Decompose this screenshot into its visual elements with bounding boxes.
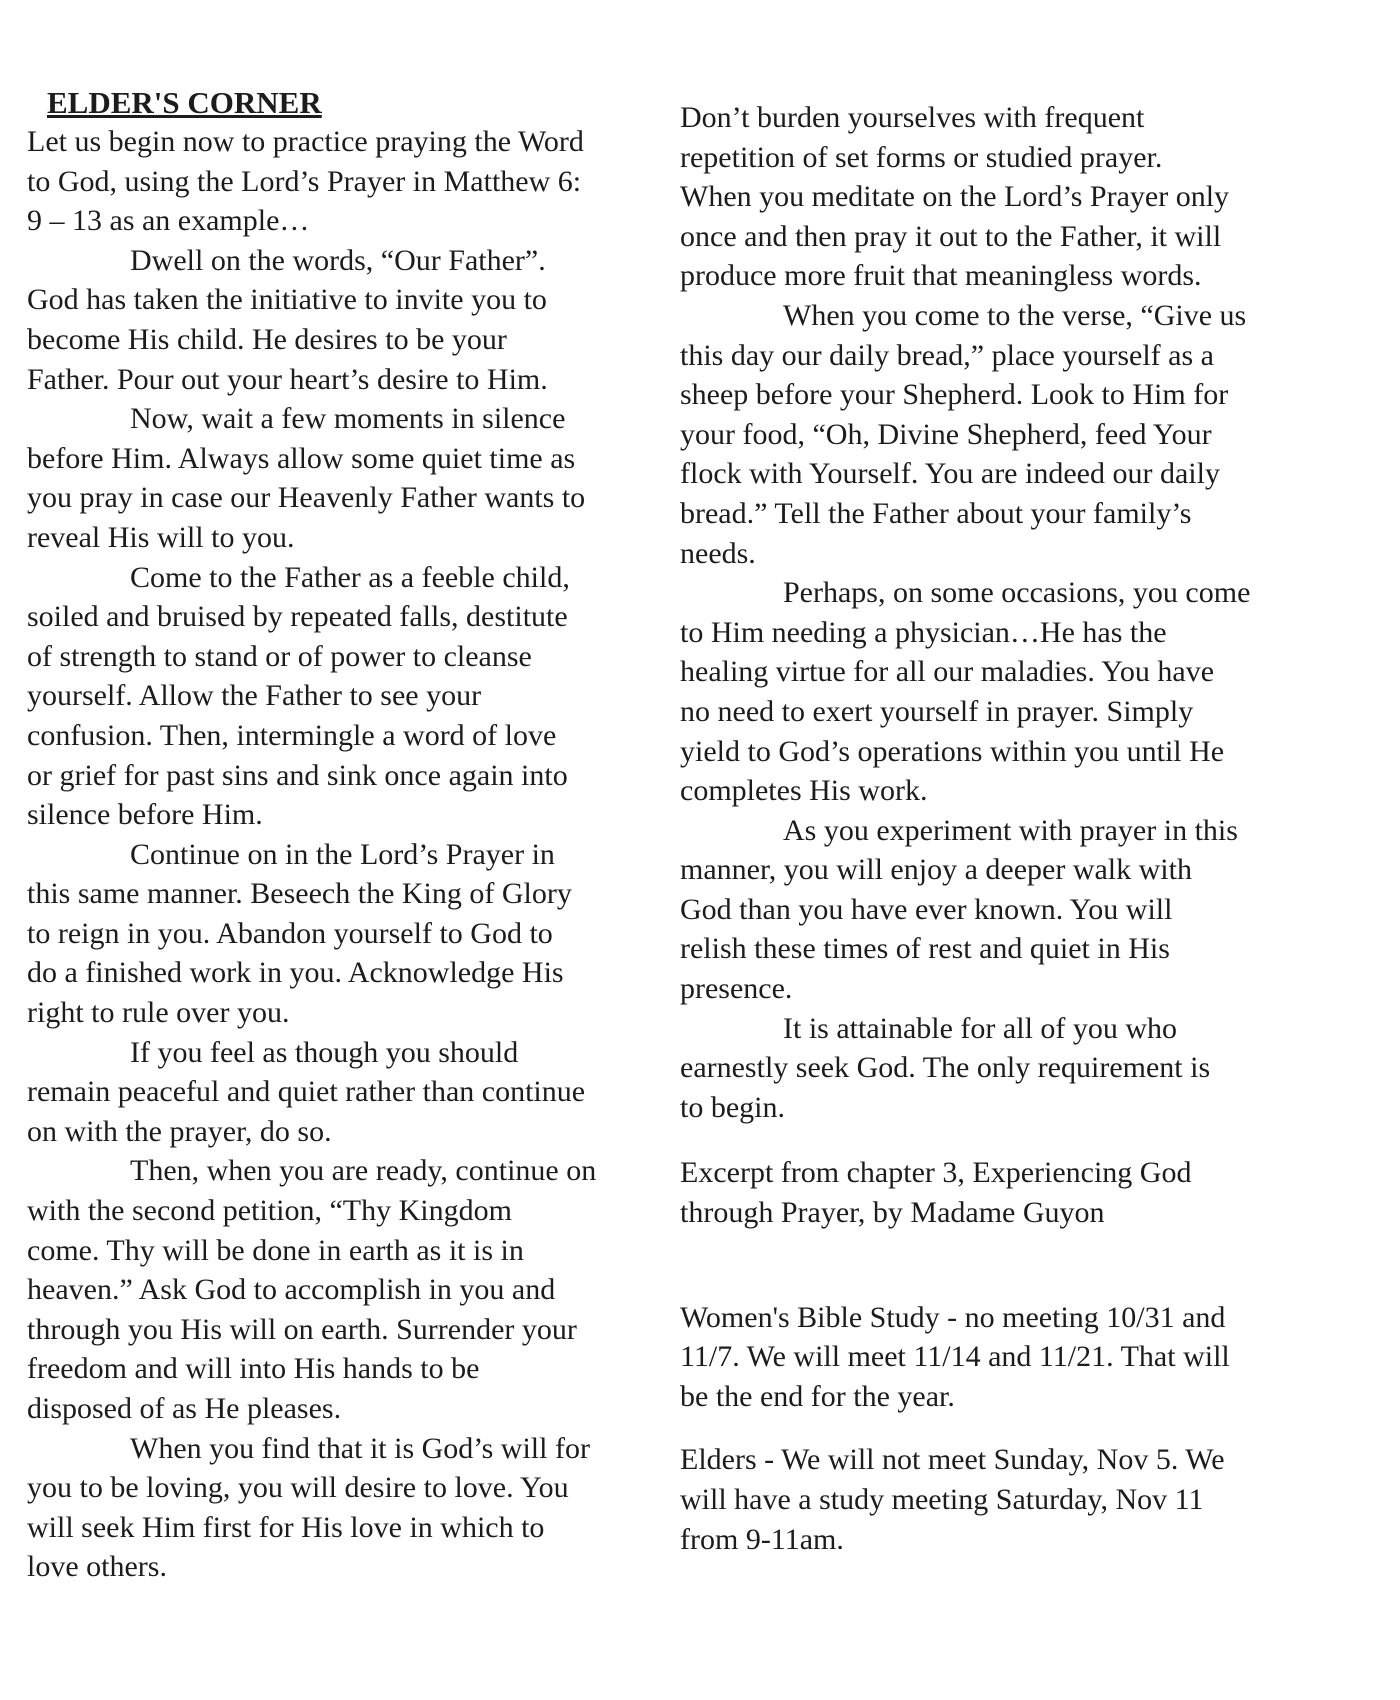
text-line: When you meditate on the Lord’s Prayer only xyxy=(680,180,1230,214)
text-line: Don’t burden yourselves with frequent xyxy=(680,101,1145,134)
text-line: 9 – 13 as an example… xyxy=(27,204,310,238)
text-line: If you feel as though you should xyxy=(130,1035,519,1069)
text-line: freedom and will into His hands to be xyxy=(27,1352,480,1386)
text-line: Women's Bible Study - no meeting 10/31 and xyxy=(680,1300,1226,1334)
text-line: from 9-11am. xyxy=(680,1522,844,1556)
text-line: on with the prayer, do so. xyxy=(27,1114,332,1148)
text-line: to Him needing a physician…He has the xyxy=(680,615,1167,649)
text-line: this day our daily bread,” place yourself as a xyxy=(680,338,1214,372)
text-line: remain peaceful and quiet rather than continue xyxy=(27,1075,586,1109)
right-column xyxy=(680,98,1305,1559)
text-line: no need to exert yourself in prayer. Simply xyxy=(680,694,1194,728)
text-line: this same manner. Beseech the King of Glory xyxy=(27,877,572,911)
text-line: bread.” Tell the Father about your family’s xyxy=(680,496,1192,530)
text-line: right to rule over you. xyxy=(27,996,290,1030)
text-line: with the second petition, “Thy Kingdom xyxy=(27,1194,512,1228)
text-line: disposed of as He pleases. xyxy=(27,1392,342,1425)
text-line: Perhaps, on some occasions, you come xyxy=(783,576,1251,610)
text-line: relish these times of rest and quiet in His xyxy=(680,932,1170,966)
text-line: you to be loving, you will desire to love. You xyxy=(27,1471,569,1505)
womens-bible-study-notice xyxy=(680,1298,1305,1417)
text-line: do a finished work in you. Acknowledge His xyxy=(27,956,564,990)
article-heading: ELDER'S CORNER xyxy=(47,85,322,120)
text-line: to begin. xyxy=(680,1090,785,1124)
text-line: before Him. Always allow some quiet time as xyxy=(27,441,576,475)
text-line: It is attainable for all of you who xyxy=(783,1011,1178,1045)
text-line: reveal His will to you. xyxy=(27,520,295,554)
text-line: to reign in you. Abandon yourself to God to xyxy=(27,916,553,950)
text-line: yield to God’s operations within you until He xyxy=(680,734,1225,768)
article-body xyxy=(27,122,677,1587)
text-line: God than you have ever known. You will xyxy=(680,892,1173,926)
text-line: silence before Him. xyxy=(27,798,263,832)
text-line: come. Thy will be done in earth as it is in xyxy=(27,1233,524,1267)
text-line: become His child. He desires to be your xyxy=(27,322,507,356)
text-line: Now, wait a few moments in silence xyxy=(130,402,566,436)
text-line: manner, you will enjoy a deeper walk with xyxy=(680,853,1192,887)
text-line: Father. Pour out your heart’s desire to Him. xyxy=(27,362,548,396)
text-line: 11/7. We will meet 11/14 and 11/21. That will xyxy=(680,1340,1230,1374)
text-line: Then, when you are ready, continue on xyxy=(130,1154,597,1188)
text-line: or grief for past sins and sink once again into xyxy=(27,758,568,792)
text-line: will seek Him first for His love in which to xyxy=(27,1510,545,1544)
text-line: completes His work. xyxy=(680,774,928,808)
text-line: healing virtue for all our maladies. You have xyxy=(680,655,1215,689)
text-line: When you find that it is God’s will for xyxy=(130,1431,590,1465)
text-line: needs. xyxy=(680,536,756,570)
elders-meeting-notice xyxy=(680,1440,1305,1559)
text-line: Elders - We will not meet Sunday, Nov 5. We xyxy=(680,1443,1225,1477)
text-line: you pray in case our Heavenly Father wants to xyxy=(27,481,586,515)
text-line: heaven.” Ask God to accomplish in you and xyxy=(27,1273,556,1307)
text-line: flock with Yourself. You are indeed our daily xyxy=(680,457,1220,491)
text-line: through you His will on earth. Surrender your xyxy=(27,1312,577,1346)
text-line: love others. xyxy=(27,1550,167,1584)
text-line: repetition of set forms or studied prayer. xyxy=(680,140,1163,174)
text-line: As you experiment with prayer in this xyxy=(783,813,1238,847)
text-line: Continue on in the Lord’s Prayer in xyxy=(130,837,555,871)
text-line: be the end for the year. xyxy=(680,1379,955,1413)
text-line: Let us begin now to practice praying the Word xyxy=(27,125,584,158)
text-line: sheep before your Shepherd. Look to Him for xyxy=(680,378,1229,412)
text-line: God has taken the initiative to invite you to xyxy=(27,283,547,317)
text-line: soiled and bruised by repeated falls, destitute xyxy=(27,600,568,634)
text-line: once and then pray it out to the Father, it will xyxy=(680,219,1222,253)
text-line: confusion. Then, intermingle a word of love xyxy=(27,718,557,752)
text-line: through Prayer, by Madame Guyon xyxy=(680,1196,1105,1230)
text-line: Excerpt from chapter 3, Experiencing God xyxy=(680,1156,1192,1190)
elders-corner-article xyxy=(27,84,677,1587)
text-line: presence. xyxy=(680,972,793,1006)
article-continuation xyxy=(680,98,1305,1127)
text-line: earnestly seek God. The only requirement is xyxy=(680,1051,1211,1085)
text-line: will have a study meeting Saturday, Nov 11 xyxy=(680,1483,1204,1516)
text-line: to God, using the Lord’s Prayer in Matthew 6: xyxy=(27,164,582,198)
excerpt-attribution xyxy=(680,1153,1305,1232)
text-line: produce more fruit that meaningless words. xyxy=(680,259,1202,293)
text-line: yourself. Allow the Father to see your xyxy=(27,679,482,713)
text-line: of strength to stand or of power to cleanse xyxy=(27,639,532,673)
text-line: Dwell on the words, “Our Father”. xyxy=(130,243,546,277)
text-line: Come to the Father as a feeble child, xyxy=(130,560,570,594)
text-line: When you come to the verse, “Give us xyxy=(783,298,1247,332)
text-line: your food, “Oh, Divine Shepherd, feed Your xyxy=(680,417,1212,451)
